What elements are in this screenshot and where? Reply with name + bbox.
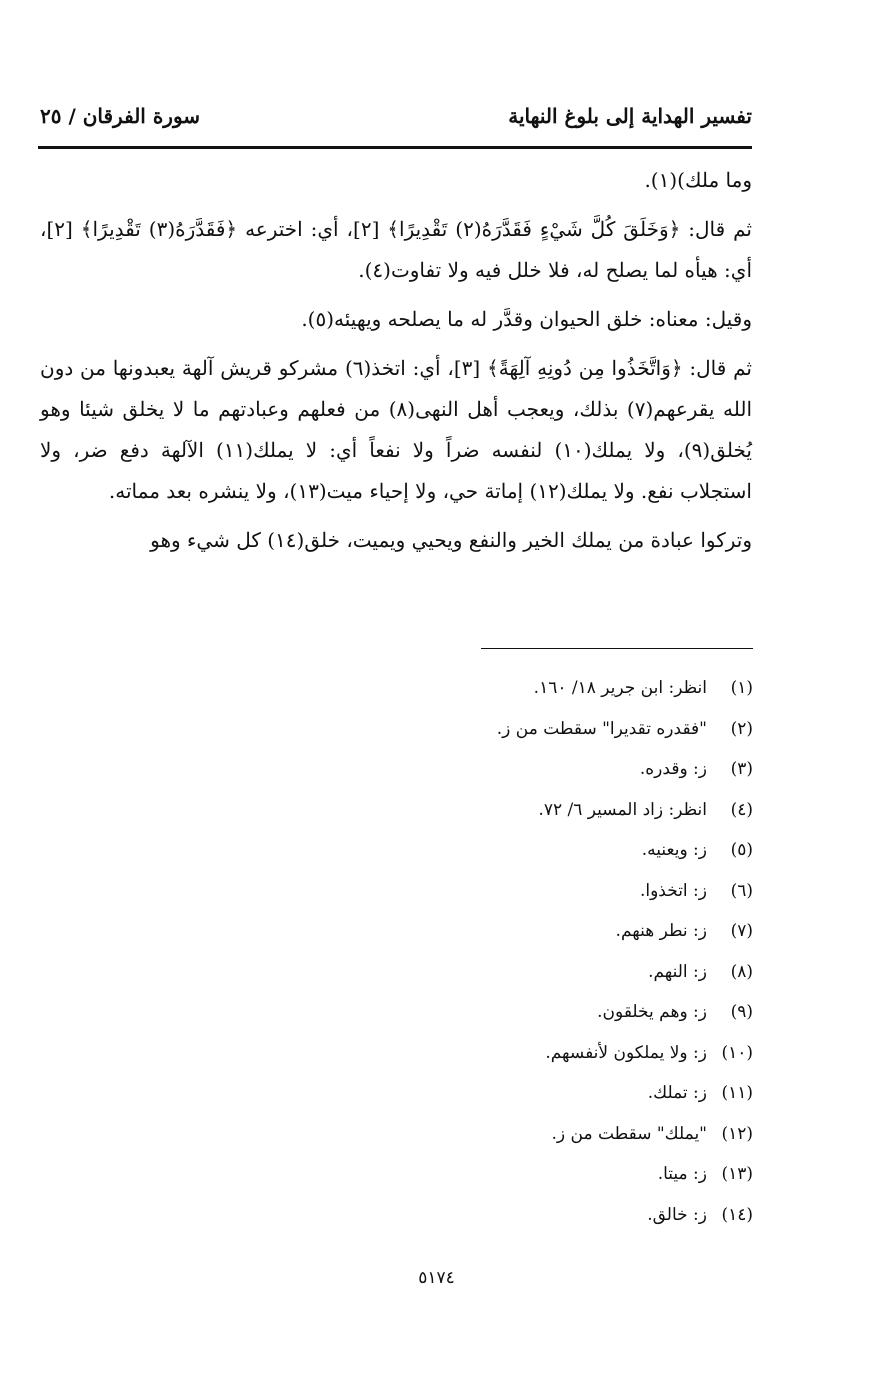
- footnote-number: (١٤): [721, 1204, 753, 1225]
- paragraph: وقيل: معناه: خلق الحيوان وقدَّر له ما يصلحه ويهيئه(٥).: [301, 307, 752, 331]
- footnote-text: ز: ميتا.: [657, 1164, 707, 1185]
- footnote-number: (١٢): [721, 1123, 753, 1144]
- footnote-text: انظر: ابن جرير ١٨/ ١٦٠.: [533, 678, 707, 699]
- footnote-number: (٩): [730, 1002, 753, 1023]
- main-text: [40, 160, 752, 569]
- footnote: [153, 1114, 753, 1155]
- footnote: [153, 1073, 753, 1114]
- footnotes-rule: [481, 648, 753, 649]
- footnote: [153, 1195, 753, 1236]
- footnote-text: ز: اتخذوا.: [639, 880, 707, 901]
- footnote: [153, 668, 753, 709]
- footnote: [153, 709, 753, 750]
- footnote-text: ز: نطر هنهم.: [615, 921, 707, 942]
- footnote-number: (٦): [730, 880, 753, 901]
- paragraph: وما ملك)(١).: [644, 168, 752, 192]
- running-header: [40, 96, 752, 136]
- footnote-text: ز: ويعنيه.: [641, 840, 707, 861]
- footnote-text: "يملك" سقطت من ز.: [551, 1123, 707, 1144]
- footnote-number: (٥): [730, 840, 753, 861]
- footnote-number: (١١): [721, 1083, 753, 1104]
- footnote-text: ز: تملك.: [647, 1083, 707, 1104]
- footnote: [153, 830, 753, 871]
- book-title: تفسير الهداية إلى بلوغ النهاية: [508, 104, 752, 128]
- footnote: [153, 952, 753, 993]
- footnote: [153, 790, 753, 831]
- footnote-number: (١): [730, 678, 753, 699]
- footnote-text: ز: وهم يخلقون.: [597, 1002, 707, 1023]
- paragraph: ثم قال: ﴿وَاتَّخَذُوا مِن دُونِهِ آلِهَةً﴾ [٣]، أي: اتخذ(٦) مشركو قريش آلهة يعبدونها من دون الله يقرعهم(٧) بذلك، ويعجب أهل النهى(٨) من فعلهم وعبادتهم ما لا يخلق شيئا وهو يُخلق(٩)، ولا يملك(١٠) لنفسه ضراً ولا نفعاً أي: لا يملك(١١) الآلهة دفع ضر، ولا استجلاب نفع. ولا يملك(١٢) إماتة حي، ولا إحياء ميت(١٣)، ولا ينشره بعد مماته.: [40, 356, 752, 503]
- footnote-text: ز: وقدره.: [639, 759, 707, 780]
- footnote: [153, 1033, 753, 1074]
- footnote-number: (١٣): [721, 1164, 753, 1185]
- footnote-text: ز: خالق.: [647, 1204, 707, 1225]
- page-number: ٥١٧٤: [418, 1268, 455, 1288]
- footnote-number: (٧): [730, 921, 753, 942]
- footnote-number: (٨): [730, 961, 753, 982]
- paragraph: وتركوا عبادة من يملك الخير والنفع ويحيي ويميت، خلق(١٤) كل شيء وهو: [150, 528, 752, 552]
- footnote: [153, 871, 753, 912]
- footnote: [153, 1154, 753, 1195]
- header-rule: [38, 146, 752, 149]
- footnotes-list: [153, 668, 753, 1235]
- footnote-number: (٤): [730, 799, 753, 820]
- footnote-text: انظر: زاد المسير ٦/ ٧٢.: [538, 799, 707, 820]
- footnote-number: (٣): [730, 759, 753, 780]
- footnote-text: "فقدره تقديرا" سقطت من ز.: [496, 718, 707, 739]
- footnote-number: (١٠): [721, 1042, 753, 1063]
- surah-title: سورة الفرقان / ٢٥: [40, 104, 201, 128]
- footnote: [153, 911, 753, 952]
- footnote-text: ز: النهم.: [648, 961, 707, 982]
- footnote-number: (٢): [730, 718, 753, 739]
- paragraph: ثم قال: ﴿وَخَلَقَ كُلَّ شَيْءٍ فَقَدَّرَهُ(٢) تَقْدِيرًا﴾ [٢]، أي: اخترعه ﴿فَقَدَّرَهُ(٣) تَقْدِيرًا﴾ [٢]، أي: هيأه لما يصلح له، فلا خلل فيه ولا تفاوت(٤).: [40, 217, 752, 282]
- footnote: [153, 749, 753, 790]
- footnote: [153, 992, 753, 1033]
- footnote-text: ز: ولا يملكون لأنفسهم.: [545, 1042, 707, 1063]
